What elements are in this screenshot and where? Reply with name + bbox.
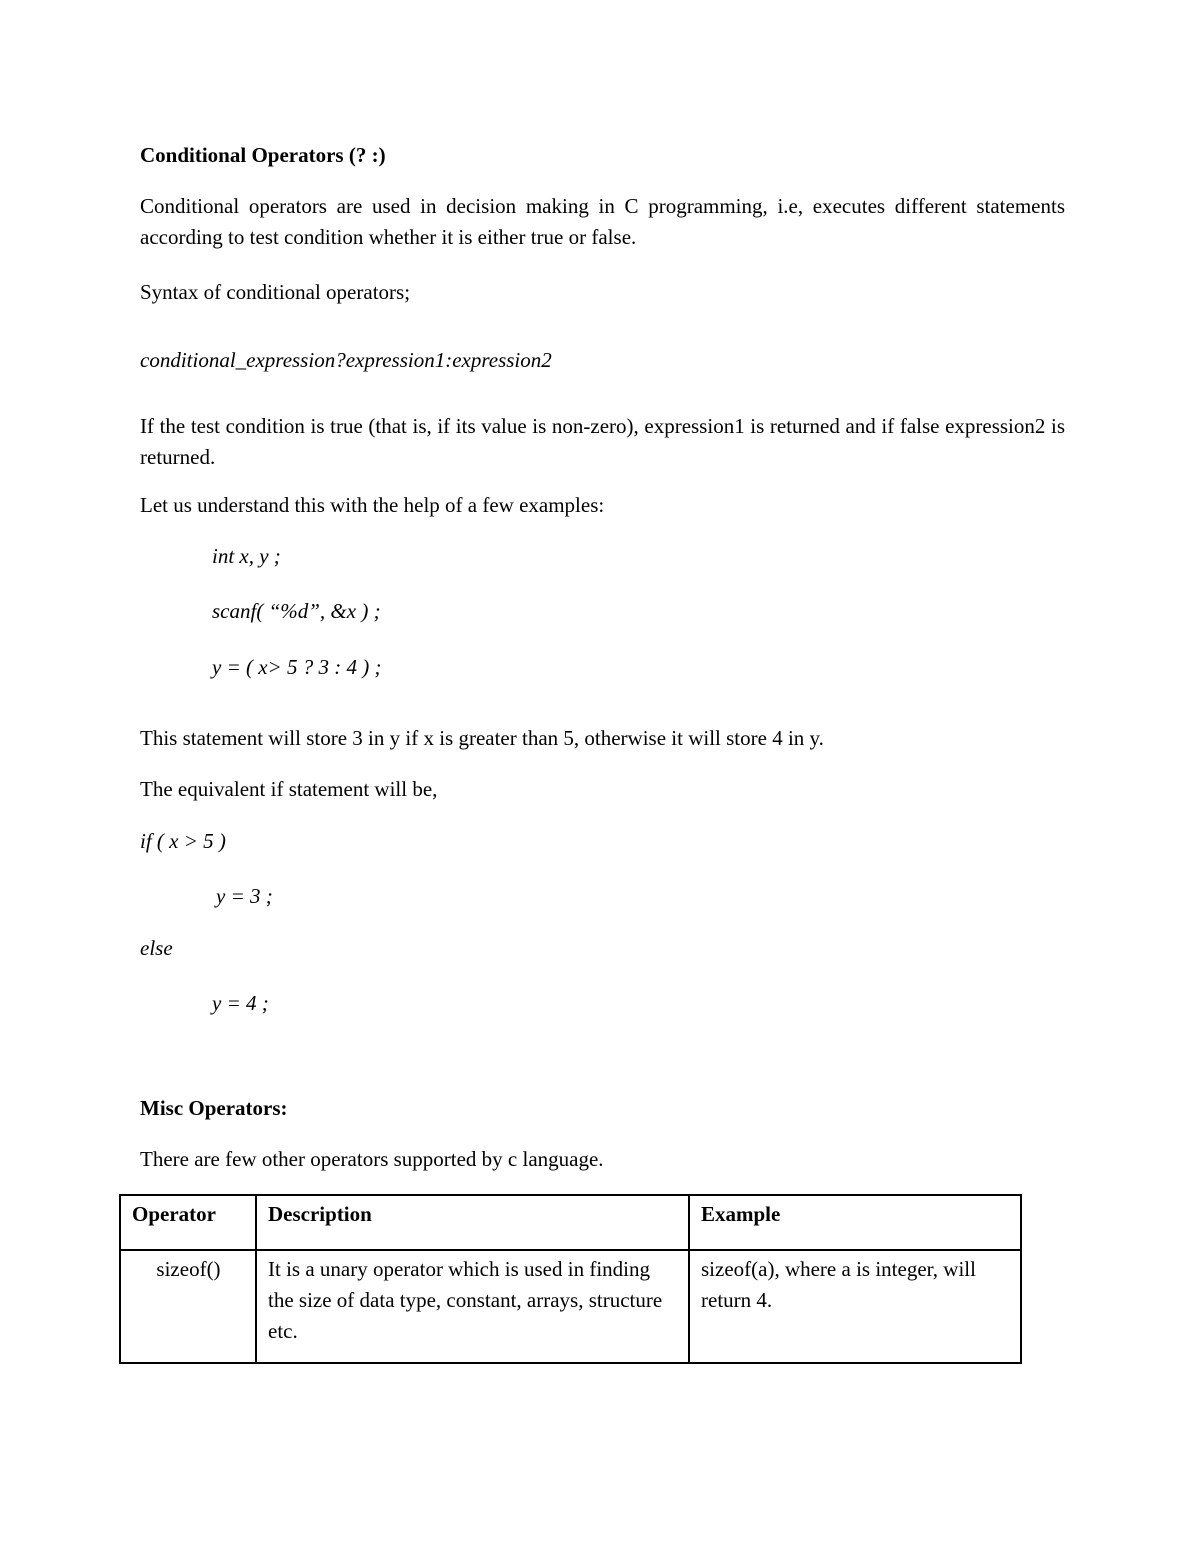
table-cell-operator: sizeof() [120,1250,256,1363]
misc-operators-table [119,1194,1022,1364]
code-line-ternary: y = ( x> 5 ? 3 : 4 ) ; [212,655,382,679]
table-row [120,1250,1021,1363]
equivalent-label: The equivalent if statement will be, [140,777,438,801]
heading-conditional-operators: Conditional Operators (? :) [140,143,386,167]
paragraph-conditional-intro: Conditional operators are used in decision making in C programming, i.e, executes different statements according to test condition whether it is either true or false. [140,194,1065,249]
code-line-scanf: scanf( “%d”, &x ) ; [212,599,381,623]
syntax-expression: conditional_expression?expression1:expression2 [140,348,552,372]
table-header-description: Description [256,1195,689,1250]
code-if-line: if ( x > 5 ) [140,829,226,853]
table-cell-description: It is a unary operator which is used in finding the size of data type, constant, arrays, structure etc. [256,1250,689,1363]
table-cell-example: sizeof(a), where a is integer, will return 4. [689,1250,1021,1363]
syntax-label: Syntax of conditional operators; [140,280,411,304]
paragraph-explanation: If the test condition is true (that is, if its value is non-zero), expression1 is returned and if false expression2 is returned. [140,414,1065,469]
code-else-line: else [140,936,173,960]
heading-misc-operators: Misc Operators: [140,1096,288,1120]
examples-intro: Let us understand this with the help of a few examples: [140,493,605,517]
code-then-line: y = 3 ; [216,884,273,908]
statement-explanation: This statement will store 3 in y if x is greater than 5, otherwise it will store 4 in y. [140,726,824,750]
code-line-declaration: int x, y ; [212,544,281,568]
table-header-example: Example [689,1195,1021,1250]
table-header-operator: Operator [120,1195,256,1250]
code-else-body: y = 4 ; [212,991,269,1015]
table-header-row [120,1195,1021,1250]
misc-intro: There are few other operators supported by c language. [140,1147,604,1171]
